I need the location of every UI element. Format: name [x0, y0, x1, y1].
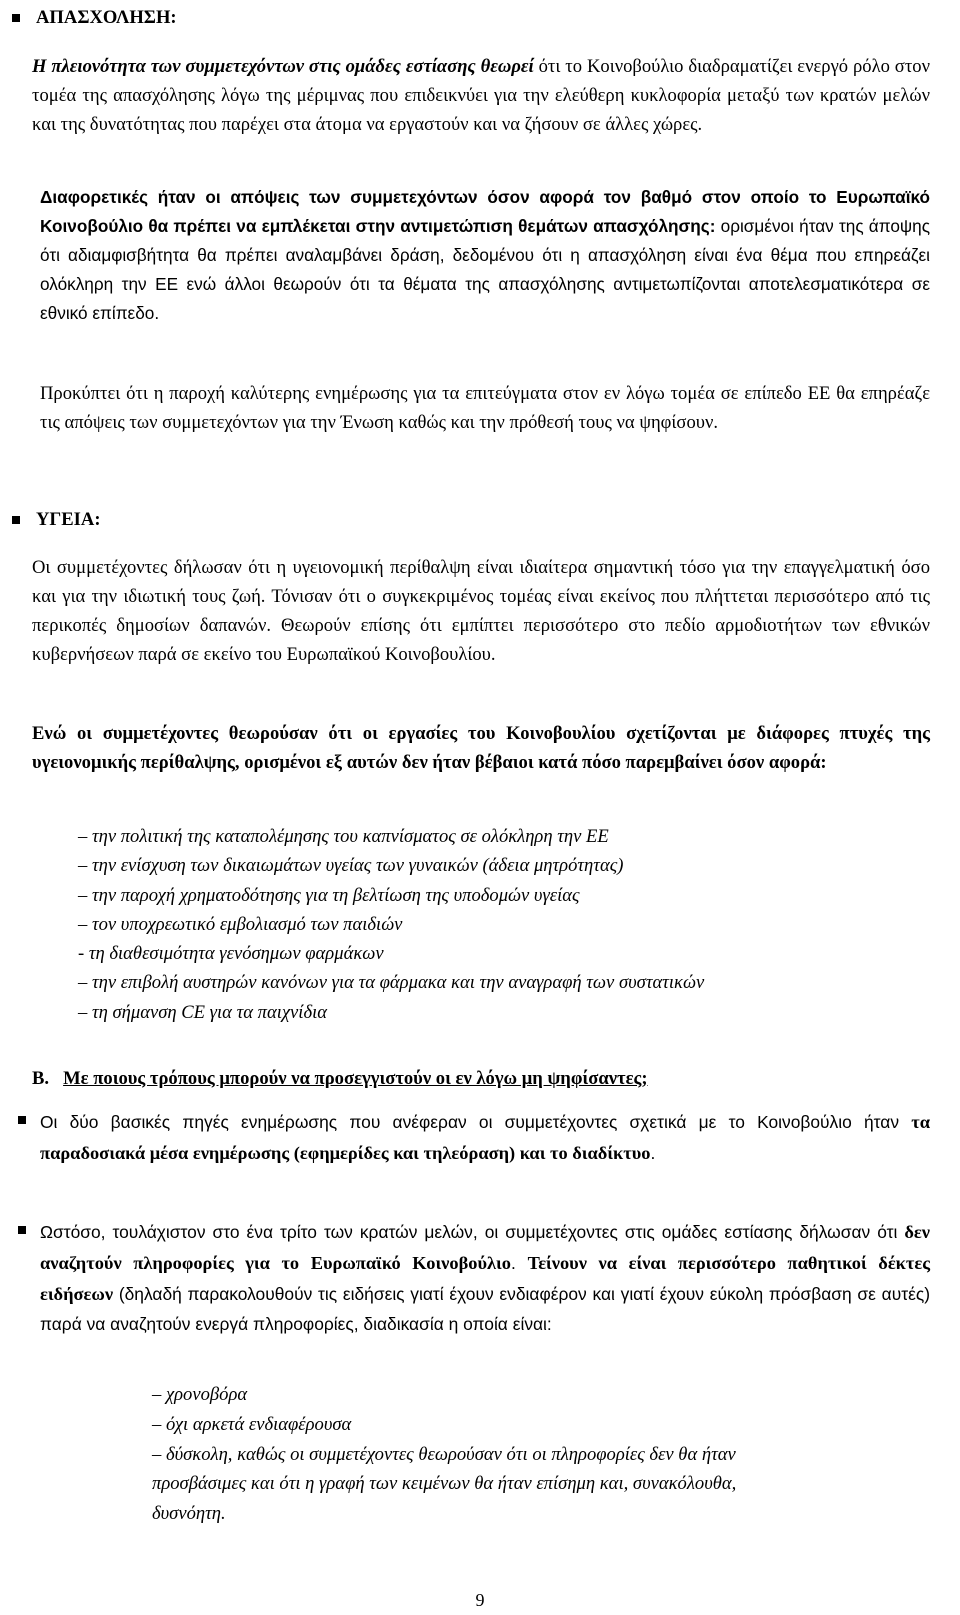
list-item: δυσνόητη. [152, 1503, 226, 1524]
bullet2-bold-2: Τείνουν να είναι περισσότερο παθητικοί δέκτες ειδήσεων [40, 1252, 930, 1304]
employment-paragraph-3 [40, 379, 930, 437]
list-item: – την επιβολή αυστηρών κανόνων για τα φάρμακα και την αναγραφή των συστατικών [78, 972, 705, 994]
bullet2-text-3: (δηλαδή παρακολουθούν τις ειδήσεις γιατί έχουν ενδιαφέρον και γιατί έχουν εύκολη πρόσβαση σε αυτές) παρά να αναζητούν ενεργά πληροφορίες, διαδικασία η οποία είναι: [40, 1283, 930, 1334]
bullet2-text-2: . [510, 1252, 528, 1273]
employment-heading-text: ΑΠΑΣΧΟΛΗΣΗ: [36, 7, 177, 28]
employment-paragraph-1 [32, 52, 930, 139]
employment-heading [12, 3, 177, 32]
list-item: – χρονοβόρα [152, 1384, 248, 1405]
employment-p3-text: Προκύπτει ότι η παροχή καλύτερης ενημέρωσης για τα επιτεύγματα στον εν λόγω τομέα σε επίπεδο ΕΕ θα επηρέαζε τις απόψεις των συμμετεχόντων για την Ένωση καθώς και την πρόθεσή τους να ψηφίσουν. [40, 383, 930, 433]
list-item: – τη σήμανση CE για τα παιχνίδια [78, 1001, 328, 1023]
page-number: 9 [475, 1590, 485, 1610]
list-item: – δύσκολη, καθώς οι συμμετέχοντες θεωρούσαν ότι οι πληροφορίες δεν θα ήταν [152, 1443, 736, 1465]
employment-p1-bold: Η πλειονότητα των συμμετεχόντων στις ομάδες εστίασης θεωρεί [32, 56, 534, 77]
health-paragraph-2 [32, 719, 930, 777]
section-b-heading [32, 1064, 648, 1093]
bullet2-bold-1: δεν αναζητούν πληροφορίες για το Ευρωπαϊκό Κοινοβούλιο [40, 1222, 930, 1273]
bullet1-end: . [650, 1142, 656, 1163]
employment-p2-text: ορισμένοι ήταν της άποψης ότι αδιαμφισβήτητα θα πρέπει αναλαμβάνει δράση, δεδομένου ότι η απασχόληση είναι ένα θέμα που επηρεάζει ολόκληρη την ΕΕ ενώ άλλοι θεωρούν ότι τα θέματα της απασχόλησης αντιμετωπίζονται αποτελεσματικότερα σε εθνικό επίπεδο. [40, 215, 931, 323]
square-bullet-icon [18, 1116, 26, 1124]
square-bullet-icon [12, 516, 20, 524]
section-b-letter: Β. [32, 1068, 50, 1089]
bullet1-bold: τα παραδοσιακά μέσα ενημέρωσης (εφημερίδες και τηλεόραση) και το διαδίκτυο [40, 1112, 930, 1163]
square-bullet-icon [18, 1226, 26, 1234]
list-item: – όχι αρκετά ενδιαφέρουσα [152, 1413, 352, 1435]
process-list [152, 1380, 736, 1529]
square-bullet-icon [12, 14, 20, 22]
list-item: – τον υποχρεωτικό εμβολιασμό των παιδιών [78, 913, 403, 935]
list-item: προσβάσιμες και ότι η γραφή των κειμένων θα ήταν επίσημη και, συνακόλουθα, [152, 1473, 737, 1495]
health-paragraph-1 [32, 553, 930, 669]
health-topics-list [78, 822, 704, 1027]
health-heading [12, 505, 101, 534]
employment-p1-text: ότι το Κοινοβούλιο διαδραματίζει ενεργό ρόλο στον τομέα της απασχόλησης λόγω της μέριμνας που επιδεικνύει για την ελεύθερη κυκλοφορία μεταξύ των κρατών μελών και της δυνατότητας που παρέχει στα άτομα να εργαστούν και να ζήσουν σε άλλες χώρες. [32, 56, 930, 135]
list-item: – την πολιτική της καταπολέμησης του καπνίσματος σε ολόκληρη την ΕΕ [78, 826, 609, 847]
list-item: – την παροχή χρηματοδότησης για τη βελτίωση της υποδομών υγείας [78, 884, 580, 906]
health-p2-bold: Ενώ οι συμμετέχοντες θεωρούσαν ότι οι εργασίες του Κοινοβουλίου σχετίζονται με διάφορες πτυχές της υγειονομικής περίθαλψης, ορισμένοι εξ αυτών δεν ήταν βέβαιοι κατά πόσο παρεμβαίνει όσον αφορά: [32, 723, 930, 773]
employment-paragraph-2 [40, 183, 930, 327]
list-item: - τη διαθεσιμότητα γενόσημων φαρμάκων [78, 943, 384, 965]
section-b-title: Με ποιους τρόπους μπορούν να προσεγγιστούν οι εν λόγω μη ψηφίσαντες; [63, 1068, 648, 1089]
employment-p2-bold: Διαφορετικές ήταν οι απόψεις των συμμετεχόντων όσον αφορά τον βαθμό στον οποίο το Ευρωπαϊκό Κοινοβούλιο θα πρέπει να εμπλέκεται στην αντιμετώπιση θεμάτων απασχόλησης: [40, 187, 930, 236]
bullet1-text: Οι δύο βασικές πηγές ενημέρωσης που ανέφεραν οι συμμετέχοντες σχετικά με το Κοινοβούλιο ήταν [40, 1112, 912, 1132]
bullet2-text-1: Ωστόσο, τουλάχιστον στο ένα τρίτο των κρατών μελών, οι συμμετέχοντες στις ομάδες εστίασης δήλωσαν ότι [40, 1222, 905, 1242]
health-p1-text: Οι συμμετέχοντες δήλωσαν ότι η υγειονομική περίθαλψη είναι ιδιαίτερα σημαντική τόσο για την επαγγελματική όσο και για την ιδιωτική τους ζωή. Τόνισαν ότι ο συγκεκριμένος τομέας είναι εκείνος που πλήττεται περισσότερο από τις περικοπές δημοσίων δαπανών. Θεωρούν επίσης ότι εμπίπτει περισσότερο στο πεδίο αρμοδιοτήτων των εθνικών κυβερνήσεων παρά σε εκείνο του Ευρωπαϊκού Κοινοβουλίου. [32, 557, 930, 665]
passive-receivers-bullet-paragraph [40, 1217, 930, 1339]
sources-bullet-paragraph [40, 1107, 930, 1169]
health-heading-text: ΥΓΕΙΑ: [36, 509, 101, 530]
list-item: – την ενίσχυση των δικαιωμάτων υγείας των γυναικών (άδεια μητρότητας) [78, 855, 624, 877]
